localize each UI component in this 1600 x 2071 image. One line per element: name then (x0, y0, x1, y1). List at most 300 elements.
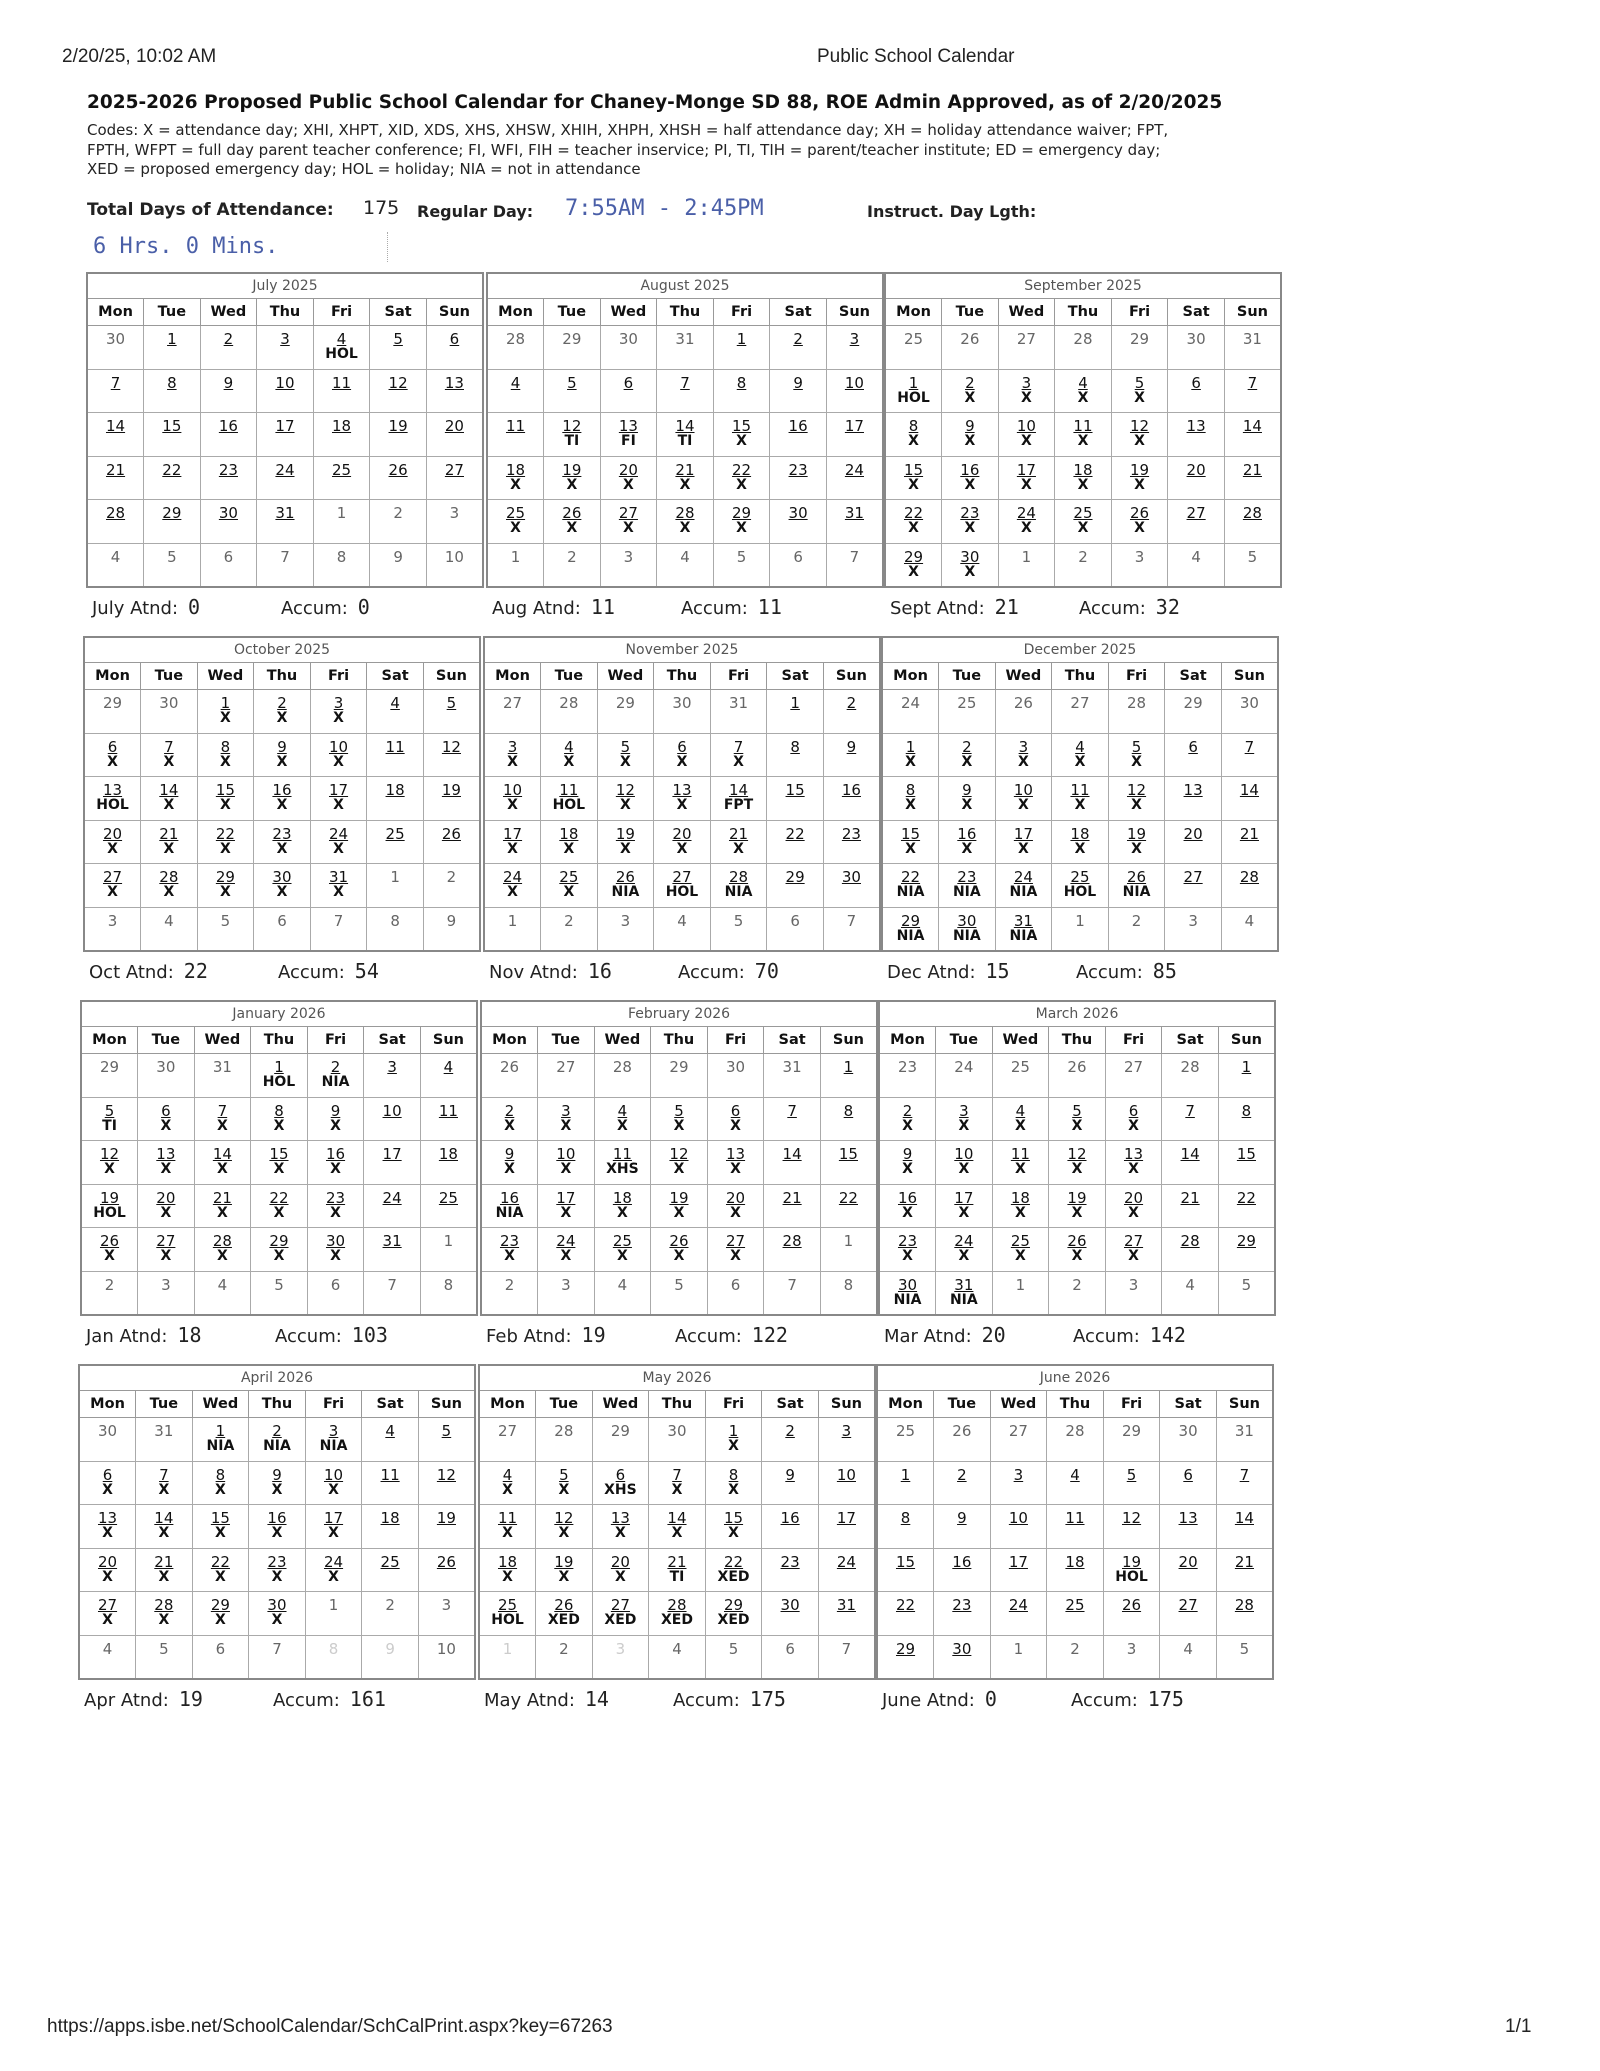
day-cell (1108, 907, 1165, 951)
day-number: 8 (1241, 1101, 1252, 1120)
accum-label: Accum: (1076, 962, 1143, 983)
day-number: 27 (725, 1232, 746, 1250)
day-number: 6 (730, 1275, 741, 1294)
weekday-header: Tue (536, 1391, 593, 1418)
day-code: X (558, 1525, 570, 1541)
day-cell (484, 690, 541, 734)
day-cell (370, 543, 427, 587)
day-number: 4 (1185, 1275, 1195, 1294)
day-cell (990, 1461, 1047, 1505)
day-code: TI (102, 1117, 117, 1134)
day-cell (1218, 1054, 1275, 1098)
weekday-header: Tue (544, 299, 601, 326)
weekday-header: Fri (1108, 663, 1165, 690)
day-cell (826, 500, 883, 544)
day-number: 3 (615, 1639, 626, 1658)
day-cell (1216, 1592, 1273, 1636)
day-number: 24 (275, 460, 295, 479)
day-cell (484, 820, 541, 864)
day-cell (194, 1271, 251, 1315)
accum-value: 142 (1149, 1323, 1186, 1347)
day-number: 2 (793, 330, 803, 348)
day-code: HOL (96, 797, 129, 813)
day-number: 9 (272, 1465, 282, 1484)
attendance-value: 0 (984, 1687, 997, 1711)
day-number: 16 (957, 824, 977, 843)
weekday-header: Sun (1224, 299, 1281, 326)
day-number: 9 (793, 373, 803, 392)
day-code: X (1077, 433, 1089, 449)
day-cell (592, 1592, 649, 1636)
day-cell (362, 1592, 419, 1636)
day-cell (885, 456, 942, 500)
day-cell (998, 543, 1055, 587)
day-cell (713, 456, 770, 500)
day-cell (1216, 1461, 1273, 1505)
week-row (877, 1635, 1273, 1679)
day-cell (138, 1141, 195, 1185)
day-number: 13 (444, 373, 464, 392)
day-cell (600, 369, 657, 413)
day-cell (707, 1184, 764, 1228)
day-cell (657, 500, 714, 544)
day-cell (1165, 864, 1222, 908)
day-code: X (1131, 797, 1142, 813)
day-number: 31 (382, 1232, 402, 1250)
day-cell (426, 500, 483, 544)
day-cell (536, 1548, 593, 1592)
day-number: 1 (908, 373, 919, 392)
day-cell (194, 1141, 251, 1185)
day-cell (420, 1271, 477, 1315)
day-number: 7 (1244, 737, 1255, 756)
day-cell (313, 326, 370, 370)
day-cell (992, 1271, 1049, 1315)
day-number: 3 (441, 1596, 452, 1614)
day-cell (710, 907, 767, 951)
day-cell (705, 1592, 762, 1636)
day-cell (426, 326, 483, 370)
day-cell (942, 543, 999, 587)
day-number: 30 (960, 547, 980, 566)
day-cell (823, 733, 880, 777)
day-cell (654, 777, 711, 821)
day-number: 4 (164, 911, 174, 930)
day-code: X (504, 1248, 515, 1264)
month-calendar (878, 1000, 1276, 1348)
day-cell (254, 864, 311, 908)
accum-value: 54 (354, 959, 379, 983)
day-number: 12 (388, 373, 408, 392)
week-row (885, 326, 1281, 370)
day-number: 14 (212, 1145, 232, 1163)
day-cell (197, 820, 254, 864)
day-number: 29 (731, 504, 752, 522)
weekday-header: Sun (423, 663, 480, 690)
day-number: 28 (559, 694, 579, 712)
week-row (882, 777, 1278, 821)
month-attendance (92, 595, 200, 619)
day-code: X (623, 476, 634, 493)
day-cell (762, 1461, 819, 1505)
day-number: 31 (275, 504, 295, 522)
day-number: 22 (723, 1552, 744, 1571)
week-row (87, 326, 483, 370)
day-code: X (958, 1117, 970, 1134)
day-cell (310, 733, 367, 777)
day-code: X (671, 1481, 683, 1498)
day-number: 20 (618, 460, 638, 479)
day-code: X (1077, 389, 1089, 406)
weekday-header: Wed (990, 1391, 1047, 1418)
day-cell (818, 1418, 875, 1462)
day-code: X (163, 797, 175, 813)
day-number: 27 (1123, 1232, 1144, 1250)
week-row (877, 1418, 1273, 1462)
day-cell (877, 1505, 934, 1549)
weekday-header: Sat (364, 1027, 421, 1054)
day-code: X (163, 840, 175, 857)
codes-line: XED = proposed emergency day; HOL = holiday; NIA = not in attendance (87, 160, 641, 178)
weekday-header: Fri (710, 663, 767, 690)
day-cell (1047, 1461, 1104, 1505)
month-title: December 2025 (882, 637, 1278, 663)
day-number: 16 (499, 1188, 520, 1207)
day-number: 8 (736, 373, 747, 392)
day-code: X (560, 1161, 572, 1177)
day-number: 20 (1123, 1188, 1144, 1207)
day-cell (1162, 1271, 1219, 1315)
day-cell (1047, 1592, 1104, 1636)
day-cell (882, 733, 939, 777)
day-number: 2 (1070, 1639, 1080, 1658)
day-cell (200, 456, 257, 500)
day-number: 28 (728, 868, 749, 886)
week-row (484, 864, 880, 908)
day-number: 18 (385, 781, 405, 799)
day-number: 30 (667, 1422, 687, 1440)
day-number: 6 (1128, 1101, 1139, 1120)
week-row (84, 864, 480, 908)
day-number: 5 (674, 1275, 684, 1294)
day-number: 3 (620, 911, 631, 930)
day-cell (138, 1097, 195, 1141)
day-number: 5 (159, 1639, 169, 1658)
day-cell (710, 690, 767, 734)
attendance-value: 19 (178, 1687, 203, 1711)
day-cell (882, 777, 939, 821)
day-cell (1049, 1097, 1106, 1141)
day-code: X (502, 1525, 513, 1541)
day-cell (1221, 690, 1278, 734)
day-number: 26 (554, 1596, 574, 1614)
day-cell (1221, 777, 1278, 821)
day-number: 24 (556, 1232, 576, 1250)
day-number: 14 (159, 781, 179, 799)
weekday-header: Wed (197, 663, 254, 690)
day-cell (767, 733, 824, 777)
day-code: NIA (1122, 884, 1151, 900)
weekday-header: Thu (1055, 299, 1112, 326)
day-cell (538, 1141, 595, 1185)
day-code: X (107, 753, 118, 770)
day-cell (934, 1548, 991, 1592)
weekday-header: Wed (192, 1391, 249, 1418)
day-cell (1108, 820, 1165, 864)
weekday-header: Sat (764, 1027, 821, 1054)
day-number: 6 (1183, 1465, 1193, 1484)
day-cell (649, 1635, 706, 1679)
weekday-header: Sun (820, 1027, 877, 1054)
day-number: 8 (443, 1275, 454, 1294)
day-cell (544, 500, 601, 544)
day-number: 26 (1121, 1596, 1142, 1614)
day-code: HOL (262, 1074, 296, 1090)
weekday-header: Wed (194, 1027, 251, 1054)
day-number: 12 (1129, 417, 1150, 435)
day-cell (192, 1418, 249, 1462)
day-number: 2 (559, 1639, 569, 1658)
day-cell (770, 500, 827, 544)
day-number: 5 (674, 1101, 684, 1120)
day-number: 17 (382, 1145, 402, 1163)
day-number: 11 (497, 1509, 518, 1527)
weekday-header: Tue (538, 1027, 595, 1054)
week-row (484, 907, 880, 951)
day-code: X (330, 1161, 341, 1177)
day-cell (249, 1461, 306, 1505)
day-cell (144, 500, 201, 544)
day-cell (544, 413, 601, 457)
day-number: 27 (1016, 330, 1036, 348)
attendance-value: 11 (590, 595, 615, 619)
day-cell (254, 777, 311, 821)
day-cell (885, 543, 942, 587)
day-cell (1168, 456, 1225, 500)
day-cell (713, 500, 770, 544)
day-cell (362, 1418, 419, 1462)
day-code: X (158, 1612, 170, 1628)
day-cell (251, 1054, 308, 1098)
day-cell (367, 820, 424, 864)
day-code: X (620, 753, 631, 770)
day-cell (651, 1184, 708, 1228)
month-totals (486, 588, 884, 620)
day-cell (649, 1418, 706, 1462)
day-cell (764, 1271, 821, 1315)
day-number: 20 (97, 1552, 118, 1571)
day-number: 18 (380, 1509, 400, 1527)
day-code: X (276, 840, 288, 857)
day-cell (487, 456, 544, 500)
day-number: 3 (449, 504, 460, 522)
day-number: 25 (1065, 1596, 1085, 1614)
day-number: 27 (156, 1232, 176, 1250)
day-number: 15 (731, 417, 752, 435)
weekday-header: Fri (305, 1391, 362, 1418)
weekday-header: Sat (770, 299, 827, 326)
month-accum (1071, 1687, 1184, 1711)
day-cell (654, 820, 711, 864)
day-number: 26 (441, 824, 461, 843)
day-code: X (333, 710, 344, 726)
day-cell (307, 1184, 364, 1228)
day-cell (936, 1228, 993, 1272)
day-cell (1216, 1418, 1273, 1462)
day-cell (939, 864, 996, 908)
day-code: NIA (495, 1204, 524, 1221)
day-number: 17 (1013, 824, 1033, 843)
week-row (879, 1141, 1275, 1185)
day-cell (877, 1461, 934, 1505)
day-code: X (158, 1481, 170, 1498)
day-cell (654, 690, 711, 734)
day-cell (538, 1054, 595, 1098)
day-number: 30 (267, 1596, 287, 1614)
day-cell (249, 1548, 306, 1592)
day-code: X (908, 520, 919, 536)
day-number: 19 (615, 824, 635, 843)
day-cell (249, 1592, 306, 1636)
day-cell (1052, 777, 1109, 821)
day-cell (200, 543, 257, 587)
month-title: August 2025 (487, 273, 883, 299)
day-cell (934, 1461, 991, 1505)
day-cell (592, 1548, 649, 1592)
day-number: 2 (446, 868, 457, 886)
day-number: 11 (438, 1101, 458, 1120)
day-code: X (1074, 753, 1086, 770)
day-cell (1111, 369, 1168, 413)
month-accum (275, 1323, 388, 1347)
day-cell (192, 1548, 249, 1592)
day-cell (249, 1505, 306, 1549)
day-number: 23 (960, 504, 980, 522)
day-number: 27 (610, 1596, 630, 1614)
day-cell (418, 1505, 475, 1549)
day-cell (251, 1184, 308, 1228)
day-cell (307, 1271, 364, 1315)
day-code: X (220, 884, 231, 900)
day-number: 6 (785, 1639, 795, 1658)
day-code: X (333, 840, 344, 857)
attendance-label: Apr Atnd: (84, 1690, 169, 1711)
day-cell (194, 1054, 251, 1098)
day-number: 30 (159, 694, 179, 712)
day-number: 29 (669, 1058, 689, 1076)
day-number: 31 (954, 1275, 974, 1294)
day-code: X (730, 1248, 741, 1264)
month-title: June 2026 (877, 1365, 1273, 1391)
day-cell (1108, 777, 1165, 821)
day-number: 7 (849, 547, 860, 566)
month-title: May 2026 (479, 1365, 875, 1391)
day-cell (1162, 1228, 1219, 1272)
week-row (479, 1548, 875, 1592)
weekday-header: Sun (1218, 1027, 1275, 1054)
day-cell (479, 1461, 536, 1505)
day-number: 17 (502, 824, 523, 843)
day-code: X (908, 476, 919, 493)
day-cell (1052, 820, 1109, 864)
month-title: July 2025 (87, 273, 483, 299)
weekday-header: Sun (418, 1391, 475, 1418)
day-number: 18 (438, 1145, 458, 1163)
day-number: 30 (156, 1058, 176, 1076)
day-cell (81, 1141, 138, 1185)
weekday-header: Tue (936, 1027, 993, 1054)
day-number: 21 (675, 460, 695, 479)
day-number: 3 (328, 1422, 339, 1440)
weekday-header: Mon (879, 1027, 936, 1054)
day-cell (1165, 820, 1222, 864)
day-number: 19 (554, 1552, 574, 1571)
day-number: 7 (733, 737, 744, 756)
day-number: 18 (1065, 1552, 1085, 1571)
week-row (84, 777, 480, 821)
day-cell (141, 690, 198, 734)
day-number: 8 (843, 1275, 854, 1294)
month-calendar (78, 1364, 476, 1712)
day-cell (1055, 500, 1112, 544)
day-number: 28 (1239, 868, 1259, 886)
day-number: 31 (782, 1058, 802, 1076)
day-number: 12 (1067, 1145, 1087, 1163)
day-number: 23 (788, 460, 808, 479)
day-code: X (1015, 1204, 1026, 1221)
day-cell (823, 864, 880, 908)
day-number: 21 (159, 824, 179, 843)
day-number: 27 (502, 694, 523, 712)
day-cell (1052, 733, 1109, 777)
day-number: 19 (669, 1188, 689, 1207)
day-cell (1055, 369, 1112, 413)
month-calendar (478, 1364, 876, 1712)
day-cell (418, 1548, 475, 1592)
day-number: 9 (965, 417, 975, 435)
day-cell (420, 1141, 477, 1185)
day-cell (487, 413, 544, 457)
day-cell (1218, 1184, 1275, 1228)
day-number: 13 (156, 1145, 176, 1163)
day-number: 25 (612, 1232, 632, 1250)
day-code: X (1131, 753, 1142, 770)
week-row (87, 500, 483, 544)
day-code: X (964, 520, 976, 536)
day-cell (257, 500, 314, 544)
day-cell (707, 1228, 764, 1272)
day-code: X (276, 797, 288, 813)
day-number: 26 (669, 1232, 689, 1250)
day-number: 16 (272, 781, 292, 799)
day-code: X (1128, 1248, 1139, 1264)
day-number: 24 (844, 460, 864, 479)
day-cell (138, 1184, 195, 1228)
day-cell (818, 1461, 875, 1505)
day-code: XHS (606, 1161, 639, 1177)
day-code: X (504, 1161, 515, 1177)
day-cell (544, 543, 601, 587)
day-cell (762, 1592, 819, 1636)
day-number: 11 (1073, 417, 1093, 435)
day-number: 4 (1191, 547, 1201, 566)
day-number: 13 (672, 781, 692, 799)
day-cell (767, 864, 824, 908)
day-cell (995, 733, 1052, 777)
day-number: 5 (1126, 1465, 1137, 1484)
month-attendance (484, 1687, 609, 1711)
day-cell (1218, 1141, 1275, 1185)
